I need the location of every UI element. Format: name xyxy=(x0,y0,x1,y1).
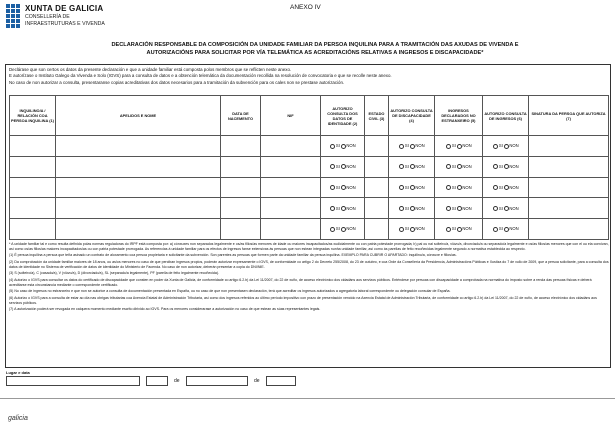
yes-radio[interactable] xyxy=(330,144,335,149)
yes-label: SI xyxy=(404,143,409,149)
yes-no-choice xyxy=(483,219,529,240)
month-field[interactable] xyxy=(186,376,248,386)
yes-radio[interactable] xyxy=(446,164,451,169)
footnote: (1) É persoa inquilina a persoa que teña asinado un contrato de aloxamento coa persoa propietaria e solicitante da subvención. Son parentes as persoas que formen parte da unidade familiar da persoa inquilina. EXEMPLO PARA CUBRIR O APARTADO: inquilino/a, cónxuxe e fillos/as. xyxy=(9,253,457,258)
table-cell[interactable] xyxy=(261,198,321,219)
yes-no-choice xyxy=(435,136,483,157)
col-civil-status: ESTADO CIVIL (3) xyxy=(365,96,389,136)
table-row xyxy=(10,219,609,240)
no-label: NON xyxy=(509,184,519,190)
yes-radio[interactable] xyxy=(399,144,404,149)
declaration-line: No caso de non autorizar a consulta, presentaranse copias acreditativas dos datos necesarios para a tramitación da subvención para os cales non se prestase autorización. xyxy=(9,79,345,85)
yes-no-choice xyxy=(389,136,435,157)
yes-radio[interactable] xyxy=(399,164,404,169)
title-line-2: AUTORIZACIÓNS PARA SOLICITAR POR VÍA TELEMÁTICA AS ACREDITACIÓNS RELATIVAS A INGRESOS E DISCAPACIDADE* xyxy=(146,49,484,56)
table-cell[interactable] xyxy=(221,136,261,157)
col-birthdate: DATA DE NACEMENTO xyxy=(221,96,261,136)
no-label: NON xyxy=(462,226,472,232)
no-label: NON xyxy=(509,205,519,211)
xunta-logo-icon xyxy=(6,4,20,34)
table-cell[interactable] xyxy=(56,177,221,198)
table-cell[interactable] xyxy=(221,177,261,198)
no-label: NON xyxy=(346,164,356,169)
table-row xyxy=(10,136,609,157)
yes-label: SI xyxy=(498,226,503,232)
yes-radio[interactable] xyxy=(330,227,335,232)
yes-no-choice xyxy=(389,156,435,177)
yes-radio[interactable] xyxy=(446,206,451,211)
yes-no-choice xyxy=(435,177,483,198)
table-cell[interactable] xyxy=(221,198,261,219)
table-cell[interactable] xyxy=(10,219,56,240)
no-label: NON xyxy=(509,164,519,169)
table-cell[interactable] xyxy=(221,219,261,240)
no-label: NON xyxy=(346,143,356,149)
table-cell[interactable] xyxy=(261,177,321,198)
yes-no-choice xyxy=(389,219,435,240)
no-label: NON xyxy=(346,205,356,211)
table-cell[interactable] xyxy=(529,177,609,198)
footnote: (7) A autorización poderá ser revogada en calquera momento mediante escrito dirixido ao IGVS. Para os menores considerarase a autorización no caso de que estean as súas representantes legais. xyxy=(9,307,321,312)
table-cell[interactable] xyxy=(365,156,389,177)
footnotes xyxy=(9,242,609,314)
yes-label: SI xyxy=(335,164,340,169)
col-foreign-income: INGRESOS DECLARADOS NO ESTRANXEIRO (5) xyxy=(435,96,483,136)
department-line-1: CONSELLERÍA DE xyxy=(25,14,70,20)
table-cell[interactable] xyxy=(56,136,221,157)
yes-radio[interactable] xyxy=(446,144,451,149)
table-row xyxy=(10,156,609,177)
footer-divider xyxy=(0,398,615,399)
footnote: (3) S (solteiro/a), C (casado/a), V (viúvo/a), D (divorciado/a), SL (separado/a legalmente), PF (parella de feito legalmente recoñecida). xyxy=(9,271,220,276)
yes-label: SI xyxy=(498,205,503,211)
yes-label: SI xyxy=(335,226,340,232)
yes-label: SI xyxy=(335,184,340,190)
table-cell[interactable] xyxy=(10,156,56,177)
yes-radio[interactable] xyxy=(493,164,498,169)
yes-no-choice xyxy=(321,198,365,219)
de-label-2: de xyxy=(254,378,260,384)
no-label: NON xyxy=(415,184,425,190)
document-title xyxy=(45,42,585,57)
yes-radio[interactable] xyxy=(399,227,404,232)
declaration-box xyxy=(5,64,611,368)
footnote: (4) Autorizo o IGVS para consultar os datos do certificado de discapacidade que consten en poder da Xunta de Galicia, de conformidade co artigo 6.2.b) da Lei 11/2007, do 22 de xuño, de acceso electrónico dos cidadáns aos servizos públicos. Enténdese por persoas con discapacidade a comprobada na normativa do imposto sobre a renda das persoas físicas e deberá acreditarse esta circunstancia mediante o correspondente certificado. xyxy=(9,277,592,287)
table-cell[interactable] xyxy=(365,136,389,157)
yes-radio[interactable] xyxy=(446,185,451,190)
no-label: NON xyxy=(462,143,472,149)
table-row xyxy=(10,177,609,198)
footnote: (6) Autorizo o IGVS para a consulta de estar ao día nas obrigas tributarias coa Axencia Estatal de Administración Tributaria, así como dos ingresos referidos ao último período impositivo con prazo de presentación vencido na Axencia Estatal de Administración Tributaria, de conformidade co artigo 6.2.b) da Lei 11/2007, do 22 de xuño, de acceso electrónico dos cidadáns aos servizos públicos. xyxy=(9,295,597,305)
table-cell[interactable] xyxy=(261,219,321,240)
no-label: NON xyxy=(509,143,519,149)
table-cell[interactable] xyxy=(529,198,609,219)
yes-label: SI xyxy=(498,184,503,190)
org-header xyxy=(25,4,105,27)
no-label: NON xyxy=(415,205,425,211)
footnote: * A unidade familiar tal e como resulta definida polas normas reguladoras do IRPF está composta por: a) cónxuxes non separados legalmente e os/as fillos/as menores de idade ou maiores incapacitados/as xudicialmente ou con patria potestade prorrogada; b) pai ou nai solteiro/a, viúvo/a, divorciado/a ou separado/a legalmente e os/as fillos/as menores que con el ou ela convivan, así como os/as fillos/as maiores incapacitados/as ou con patria potestade prorrogada. As referencias á unidade familiar para os efectos de ingresos fanse extensivas ás persoas que non estean integradas nunha unidade familiar, así como ás parellas de feito recoñecidas legalmente segundo a normativa establecida ao respecto. xyxy=(9,242,609,252)
yes-label: SI xyxy=(498,143,503,149)
table-cell[interactable] xyxy=(56,156,221,177)
col-name: APELIDOS E NOME xyxy=(56,96,221,136)
table-cell[interactable] xyxy=(365,198,389,219)
yes-radio[interactable] xyxy=(493,227,498,232)
yes-label: SI xyxy=(335,143,340,149)
declaration-line: Declárase que son certos os datos da presente declaración e que a unidade familiar está composta polos membros que se reflicten neste anexo. xyxy=(9,67,292,72)
de-label-1: de xyxy=(174,378,180,384)
table-cell[interactable] xyxy=(261,136,321,157)
table-cell[interactable] xyxy=(10,198,56,219)
members-table xyxy=(9,95,609,240)
yes-no-choice xyxy=(435,219,483,240)
yes-no-choice xyxy=(483,177,529,198)
declaration-text xyxy=(9,67,609,86)
yes-label: SI xyxy=(498,164,503,169)
place-field[interactable] xyxy=(6,376,140,386)
no-label: NON xyxy=(462,205,472,211)
year-field[interactable] xyxy=(266,376,296,386)
table-header-row xyxy=(10,96,609,136)
yes-label: SI xyxy=(404,164,409,169)
table-cell[interactable] xyxy=(529,156,609,177)
yes-no-choice xyxy=(435,198,483,219)
yes-no-choice xyxy=(483,136,529,157)
no-label: NON xyxy=(415,164,425,169)
yes-label: SI xyxy=(451,226,456,232)
table-cell[interactable] xyxy=(365,219,389,240)
table-cell[interactable] xyxy=(221,156,261,177)
yes-radio[interactable] xyxy=(399,185,404,190)
table-cell[interactable] xyxy=(56,198,221,219)
yes-radio[interactable] xyxy=(330,206,335,211)
org-name: XUNTA DE GALICIA xyxy=(25,4,104,13)
yes-no-choice xyxy=(321,219,365,240)
no-label: NON xyxy=(415,226,425,232)
yes-no-choice xyxy=(435,156,483,177)
title-line-1: DECLARACIÓN RESPONSABLE DA COMPOSICIÓN DA UNIDADE FAMILIAR DA PERSOA INQUILINA PARA A TRAMITACIÓN DAS AXUDAS DE VIVENDA E xyxy=(111,42,519,48)
yes-radio[interactable] xyxy=(446,227,451,232)
table-cell[interactable] xyxy=(529,136,609,157)
yes-no-choice xyxy=(483,156,529,177)
yes-label: SI xyxy=(335,205,340,211)
yes-no-choice xyxy=(389,198,435,219)
yes-label: SI xyxy=(451,184,456,190)
department-line-2: INFRAESTRUTURAS E VIVENDA xyxy=(25,21,105,27)
table-cell[interactable] xyxy=(365,177,389,198)
table-row xyxy=(10,198,609,219)
col-relation: INQUILINO/A / RELACIÓN COA PERSOA INQUILINA (1) xyxy=(10,96,56,136)
col-income-consent: AUTORIZO CONSULTA DE INGRESOS (6) xyxy=(483,96,529,136)
day-field[interactable] xyxy=(146,376,168,386)
table-cell[interactable] xyxy=(529,219,609,240)
yes-label: SI xyxy=(404,184,409,190)
place-date-label: Lugar e data xyxy=(6,370,30,375)
yes-label: SI xyxy=(451,164,456,169)
yes-radio[interactable] xyxy=(493,185,498,190)
table-cell[interactable] xyxy=(10,136,56,157)
yes-radio[interactable] xyxy=(493,144,498,149)
table-cell[interactable] xyxy=(56,219,221,240)
no-label: NON xyxy=(509,226,519,232)
footnote: (5) No caso de ingresos no estranxeiro e que non se autorice a consulta de documentación presentada en España, ou no caso de que non presentasen declaración, terá que acreditar os ingresos autorizados a agregatoria laboral correspondente ou delegación consular de España. xyxy=(9,289,451,294)
no-label: NON xyxy=(462,164,472,169)
yes-radio[interactable] xyxy=(330,164,335,169)
table-cell[interactable] xyxy=(10,177,56,198)
col-disability-consent: AUTORIZO CONSULTA DE DISCAPACIDADE (4) xyxy=(389,96,435,136)
yes-radio[interactable] xyxy=(399,206,404,211)
col-nif: NIF xyxy=(261,96,321,136)
yes-no-choice xyxy=(321,177,365,198)
yes-no-choice xyxy=(321,156,365,177)
footnote: (2) Da comprobación da unidade familiar maiores de 18 anos, ou as/os menores no caso de que perciban ingresos propios, poderán autorizar expresamente o IGVS, de conformidade co artigo 2 do Decreto 255/2008, do 23 de outubro, e coa Orde da Consellería da Presidencia, Administracións Públicas e Xustiza do 7 de xullo de 2009, que a persoa solicitante, para a consulta dos datos de identidade no Sistema de verificación de datos de identidade do Ministerio de Facenda. No caso de non autorizar, deberán presentar a copia do DNI/NIE. xyxy=(9,259,609,269)
galicia-logo: galicia xyxy=(8,415,28,422)
col-identity-consent: AUTORIZO CONSULTA DOS DATOS DE IDENTIDADE (2) xyxy=(321,96,365,136)
no-label: NON xyxy=(346,184,356,190)
yes-label: SI xyxy=(404,226,409,232)
yes-no-choice xyxy=(483,198,529,219)
yes-no-choice xyxy=(321,136,365,157)
no-label: NON xyxy=(415,143,425,149)
yes-label: SI xyxy=(404,205,409,211)
yes-label: SI xyxy=(451,205,456,211)
yes-radio[interactable] xyxy=(330,185,335,190)
yes-label: SI xyxy=(451,143,456,149)
col-signature: SINATURA DA PERSOA QUE AUTORIZA (7) xyxy=(529,96,609,136)
no-label: NON xyxy=(462,184,472,190)
yes-no-choice xyxy=(389,177,435,198)
declaration-line: E autorízase o Instituto Galego da Vivenda e Solo (IGVS) para a consulta de datos e a obtención telemática da documentación recollida na resolución de convocatoria e que se recolle neste anexo. xyxy=(9,73,392,79)
no-label: NON xyxy=(346,226,356,232)
yes-radio[interactable] xyxy=(493,206,498,211)
table-cell[interactable] xyxy=(261,156,321,177)
annex-label: ANEXO IV xyxy=(290,4,321,11)
